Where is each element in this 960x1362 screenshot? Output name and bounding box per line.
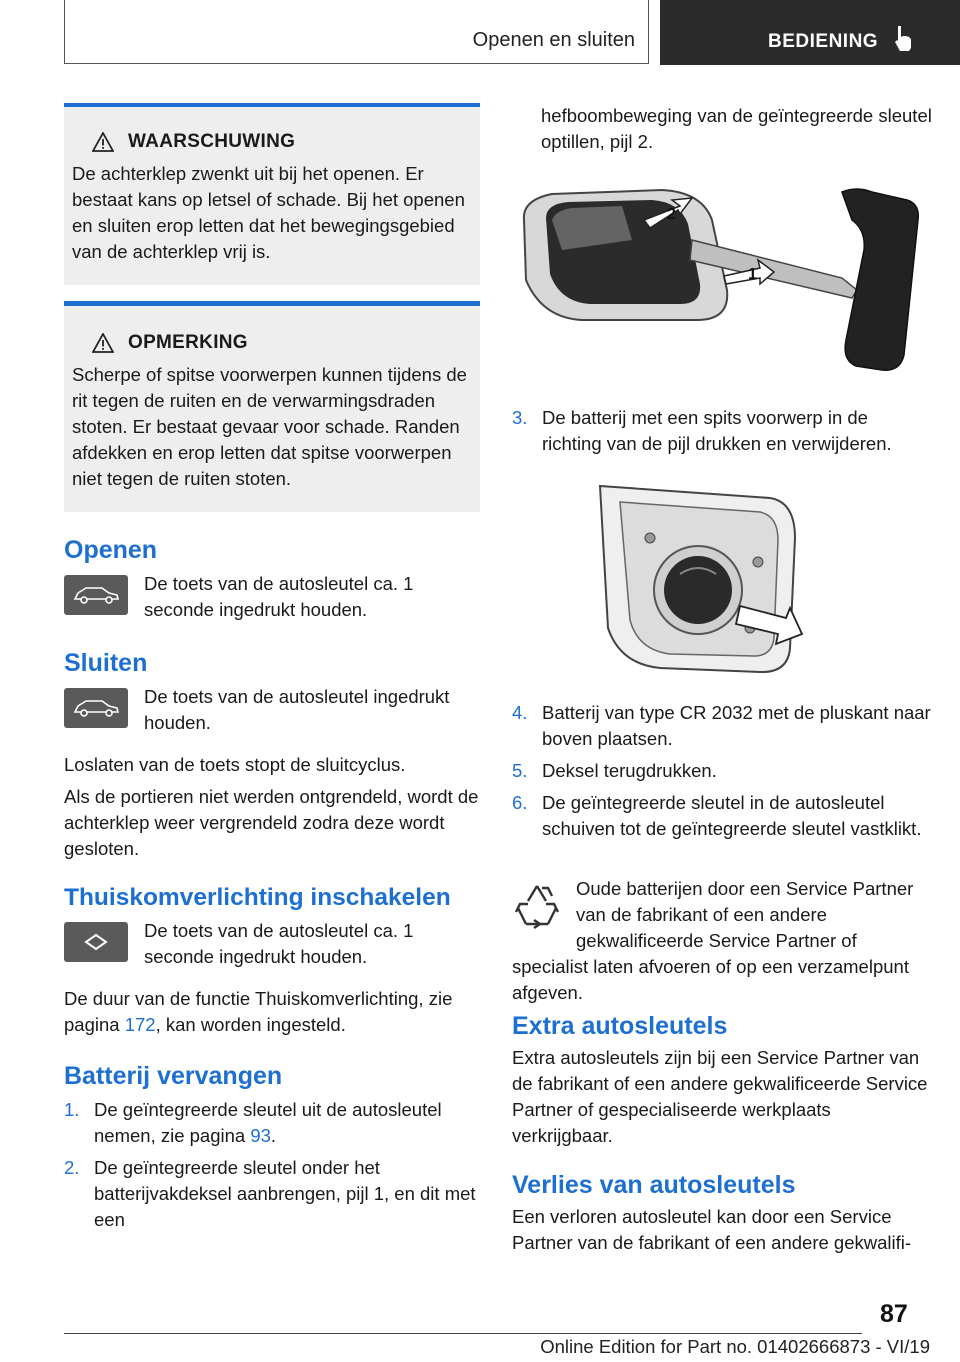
left-column — [64, 103, 480, 1239]
step-3-block — [512, 405, 932, 463]
page-number: 87 — [880, 1300, 908, 1328]
list-item — [512, 700, 932, 752]
step-1-text-end: . — [270, 1125, 277, 1146]
thuis-para — [64, 986, 480, 1038]
note-title: OPMERKING — [128, 332, 248, 353]
header-rule-left — [64, 0, 65, 64]
car-lock-button-icon — [64, 688, 128, 728]
car-unlock-button-icon — [64, 575, 128, 615]
footer-edition: Online Edition for Part no. 01402666873 - VI/19 — [540, 1336, 930, 1357]
step-2-text: De geïntegreerde sleutel onder het batterijvakdeksel aanbrengen, pijl 1, en dit met een — [94, 1157, 476, 1230]
step-text — [94, 1097, 480, 1149]
extra-keys-section — [512, 1012, 930, 1256]
sluiten-para-1: Loslaten van de toets stopt de sluitcyclus. — [64, 754, 406, 775]
page-link-172[interactable]: 172 — [124, 1014, 156, 1035]
heading-extra-autosleutels: Extra autosleutels — [512, 1012, 728, 1040]
heading-openen: Openen — [64, 536, 158, 564]
step-number: 5. — [512, 760, 528, 781]
battery-compartment-figure — [590, 478, 820, 678]
light-button-icon — [64, 922, 128, 962]
key-fob-figure — [512, 180, 932, 380]
right-column — [512, 103, 932, 155]
steps-4-6-block — [512, 700, 932, 848]
note-box — [64, 301, 480, 512]
chapter-tab[interactable] — [660, 0, 960, 65]
sluiten-row — [64, 684, 480, 736]
extra-text: Extra autosleutels zijn bij een Service Partner van de fabrikant of een andere gekwalificeerde Service Partner of gespecialiseerde werkplaats verkrijgbaar. — [512, 1047, 928, 1146]
sluiten-para-2: Als de portieren niet werden ontgrendeld, wordt de achterklep weer vergrendeld zodra deze wordt gesloten. — [64, 786, 479, 859]
list-item — [512, 758, 932, 784]
step-2-continuation: hefboombeweging van de geïntegreerde sleutel optillen, pijl 2. — [541, 105, 932, 152]
warning-triangle-icon — [92, 132, 114, 152]
page-link-93[interactable]: 93 — [250, 1125, 271, 1146]
header-rule-bottom — [64, 63, 649, 64]
step-number: 1. — [64, 1099, 80, 1120]
heading-verlies-autosleutels: Verlies van autosleutels — [512, 1171, 796, 1199]
recycle-note — [512, 876, 930, 1006]
openen-text: De toets van de autosleutel ca. 1 seconde ingedrukt houden. — [144, 573, 414, 620]
step-number: 2. — [64, 1157, 80, 1178]
list-item — [64, 1155, 480, 1233]
step-3-text: De batterij met een spits voorwerp in de richting van de pijl drukken en verwijderen. — [542, 407, 892, 454]
thuis-text: De toets van de autosleutel ca. 1 seconde ingedrukt houden. — [144, 920, 414, 967]
header-section-title: Openen en sluiten — [472, 29, 635, 51]
warning-title: WAARSCHUWING — [128, 131, 296, 152]
sluiten-text: De toets van de autosleutel ingedrukt houden. — [144, 686, 450, 733]
note-text: Scherpe of spitse voorwerpen kunnen tijdens de rit tegen de ruiten en de verwarmingsdraden stoten. Er bestaat gevaar voor schade. Randen afdekken en erop letten dat spitse voorwerpen niet tegen de ruiten stoten. — [72, 364, 467, 489]
verlies-text: Een verloren autosleutel kan door een Service Partner van de fabrikant of een andere gekwalifi- — [512, 1206, 912, 1253]
step-6-text: De geïntegreerde sleutel in de autosleutel schuiven tot de geïntegreerde sleutel vastklikt. — [542, 792, 922, 839]
step-number: 4. — [512, 702, 528, 723]
warning-box — [64, 103, 480, 285]
step-number: 3. — [512, 407, 528, 428]
step-5-text: Deksel terugdrukken. — [542, 760, 717, 781]
header-rule-mid — [648, 0, 649, 64]
hand-pointer-icon — [892, 24, 914, 52]
battery-steps-list — [64, 1097, 480, 1233]
step-4-text: Batterij van type CR 2032 met de pluskant naar boven plaatsen. — [542, 702, 931, 749]
heading-sluiten: Sluiten — [64, 649, 148, 677]
list-item — [512, 790, 932, 842]
recycle-text: Oude batterijen door een Service Partner van de fabrikant of een andere gekwalificeerde Service Partner of specialist laten afvoeren of op een verzamelpunt afgeven. — [512, 878, 914, 1003]
thuis-para-text-end: , kan worden ingesteld. — [155, 1014, 346, 1035]
arrow-label-2: 2 — [667, 206, 676, 223]
list-item — [512, 405, 932, 457]
warning-text: De achterklep zwenkt uit bij het openen. Er bestaat kans op letsel of schade. Bij het openen en sluiten erop letten dat het bewegingsgebied van de achterklep vrij is. — [72, 163, 465, 262]
openen-row — [64, 571, 480, 623]
heading-thuiskomverlichting: Thuiskomverlichting inschakelen — [64, 884, 451, 911]
warning-triangle-icon — [92, 333, 114, 353]
thuis-para-text: De duur van de functie Thuiskomverlichting, zie pagina — [64, 988, 453, 1035]
thuis-row — [64, 918, 480, 970]
footer-rule — [64, 1333, 862, 1334]
arrow-label-1: 1 — [748, 266, 757, 283]
chapter-tab-label: BEDIENING — [768, 31, 879, 52]
recycle-icon — [512, 882, 562, 930]
step-number: 6. — [512, 792, 528, 813]
step-1-text: De geïntegreerde sleutel uit de autosleutel nemen, zie pagina — [94, 1099, 442, 1146]
heading-batterij-vervangen: Batterij vervangen — [64, 1062, 283, 1090]
list-item — [64, 1097, 480, 1149]
